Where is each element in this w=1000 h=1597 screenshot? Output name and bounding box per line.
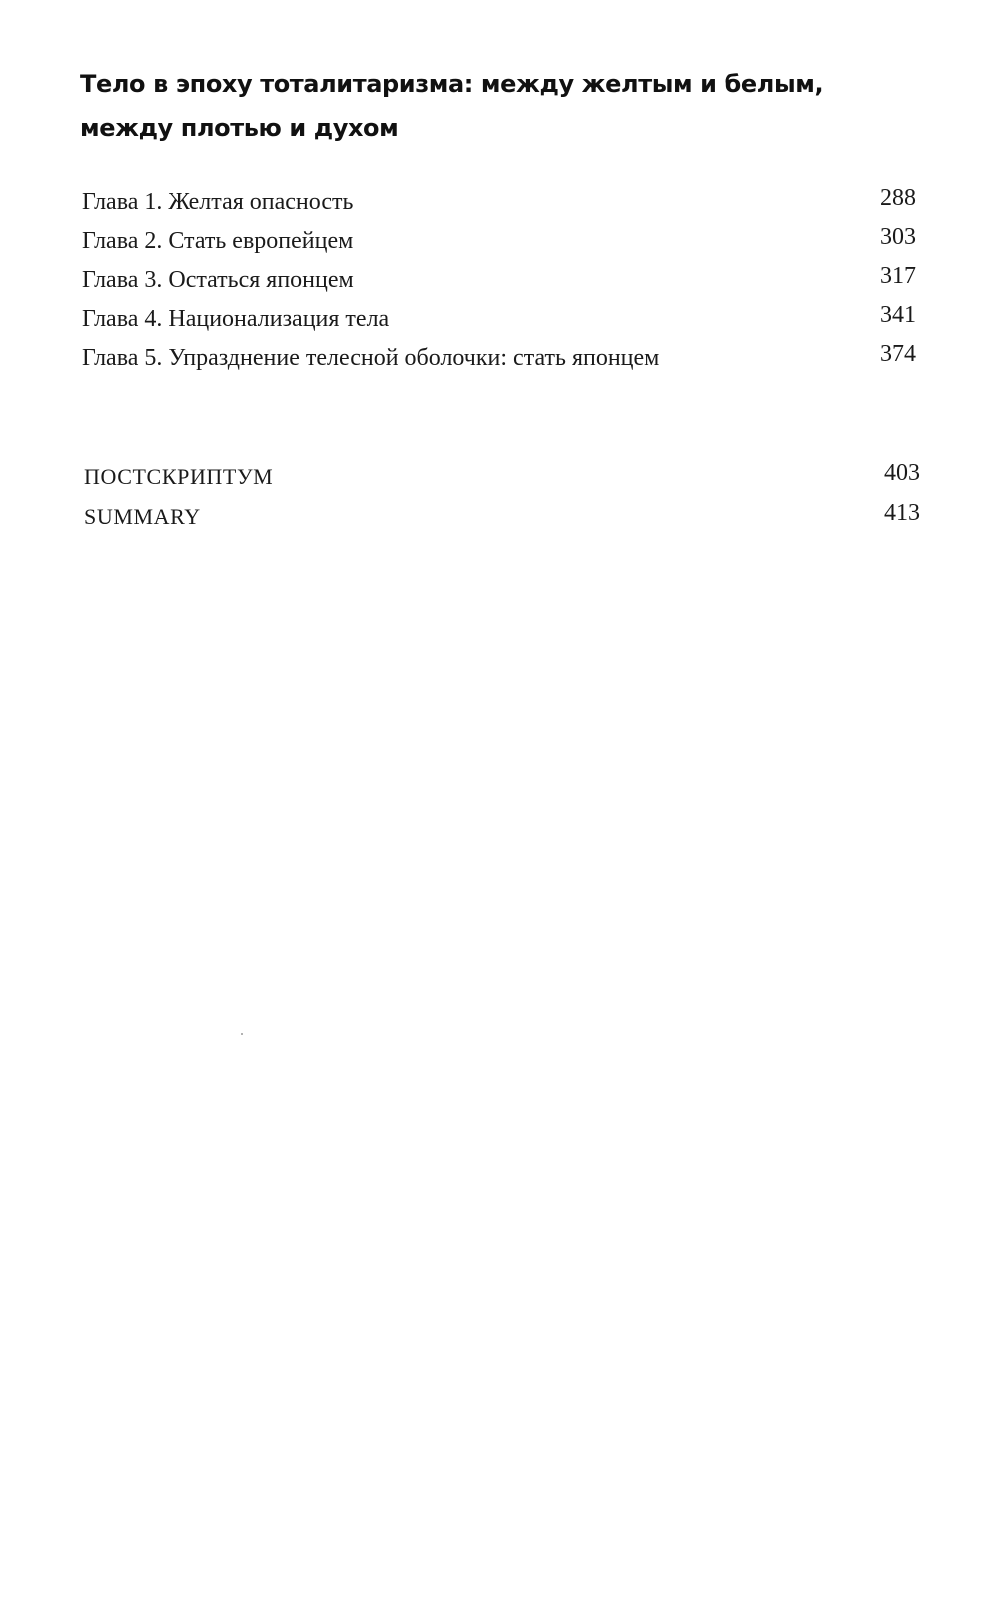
- toc-entry-summary: [84, 497, 920, 537]
- toc-entry-page: 374: [880, 341, 916, 367]
- toc-entry-chapter-2: [82, 222, 916, 261]
- toc-entry-label: Глава 3. Остаться японцем: [82, 267, 354, 293]
- section-title: Тело в эпоху тоталитаризма: между желтым и белым, между плотью и духом: [80, 70, 824, 142]
- toc-entry-chapter-3: [82, 261, 916, 300]
- scan-speck: [241, 1033, 243, 1035]
- toc-entry-chapter-5: [82, 339, 916, 378]
- toc-entry-page: 317: [880, 263, 916, 289]
- toc-entry-label: Глава 1. Желтая опасность: [82, 189, 354, 215]
- toc-entry-label: Глава 2. Стать европейцем: [82, 228, 354, 254]
- toc-entry-label: ПОСТСКРИПТУМ: [84, 464, 274, 489]
- toc-entry-label: Глава 4. Национализация тела: [82, 306, 390, 332]
- toc-entry-page: 403: [884, 460, 920, 486]
- toc-entry-chapter-4: [82, 300, 916, 339]
- toc-entry-page: 288: [880, 185, 916, 211]
- toc-entry-chapter-1: [82, 183, 916, 222]
- toc-entry-page: 413: [884, 500, 920, 526]
- toc-entry-page: 303: [880, 224, 916, 250]
- backmatter-list: [84, 457, 920, 537]
- toc-entry-label: SUMMARY: [84, 504, 201, 529]
- toc-entry-page: 341: [880, 302, 916, 328]
- chapter-list: [82, 183, 916, 378]
- toc-entry-postscript: [84, 457, 920, 497]
- toc-entry-label: Глава 5. Упразднение телесной оболочки: стать японцем: [82, 345, 660, 371]
